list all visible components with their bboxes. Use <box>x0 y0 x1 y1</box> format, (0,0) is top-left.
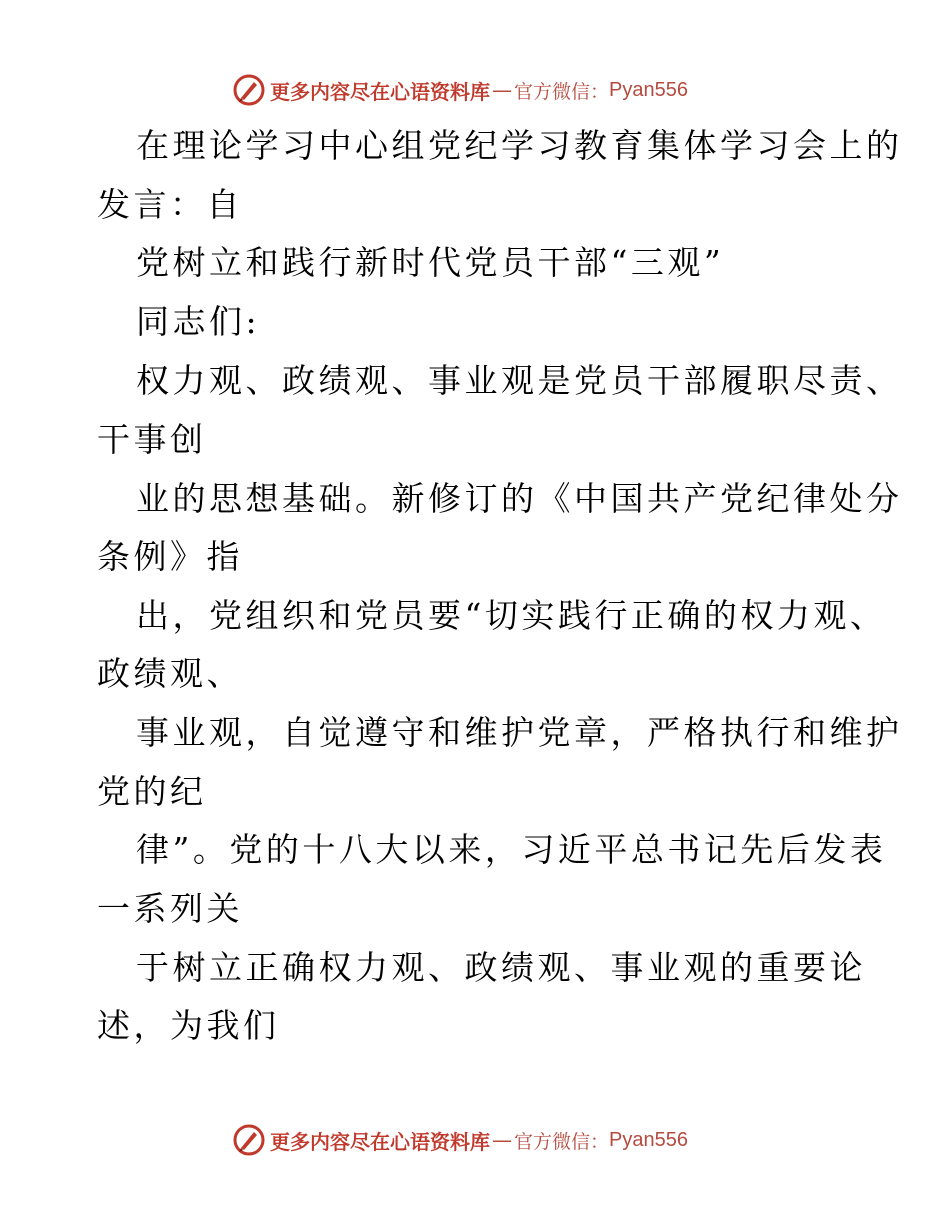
text-line: 党的纪 <box>97 772 207 811</box>
text-line: 一系列关 <box>97 889 243 928</box>
text-line: 发言：自 <box>97 185 243 224</box>
watermark-brand: 更多内容尽在心语资料库 <box>270 1129 490 1154</box>
text-line: 出，党组织和党员要“切实践行正确的权力观、 <box>136 596 887 635</box>
watermark-contact-label: 官方微信： <box>514 1130 610 1153</box>
header-watermark <box>232 72 688 108</box>
quill-circle-logo-icon <box>232 73 266 107</box>
watermark-brand: 更多内容尽在心语资料库 <box>270 79 490 104</box>
text-line: 在理论学习中心组党纪学习教育集体学习会上的 <box>136 126 903 165</box>
watermark-separator: — <box>492 1128 512 1152</box>
text-line: 条例》指 <box>97 537 243 576</box>
text-line: 事业观，自觉遵守和维护党章，严格执行和维护 <box>136 713 903 752</box>
watermark-contact-label: 官方微信： <box>514 80 610 103</box>
text-line: 党树立和践行新时代党员干部“三观” <box>136 243 725 282</box>
text-line: 述，为我们 <box>97 1006 280 1045</box>
watermark-separator: — <box>492 78 512 102</box>
quill-circle-logo-icon <box>232 1123 266 1157</box>
text-line: 业的思想基础。新修订的《中国共产党纪律处分 <box>136 479 903 518</box>
text-line: 于树立正确权力观、政绩观、事业观的重要论 <box>136 948 866 987</box>
text-line: 干事创 <box>97 420 207 459</box>
text-line: 同志们: <box>136 302 261 341</box>
watermark-wechat-id: Pyan556 <box>609 78 688 101</box>
watermark-wechat-id: Pyan556 <box>609 1128 688 1151</box>
text-line: 权力观、政绩观、事业观是党员干部履职尽责、 <box>136 361 903 400</box>
text-line: 政绩观、 <box>97 654 243 693</box>
text-line: 律”。党的十八大以来，习近平总书记先后发表 <box>136 830 887 869</box>
footer-watermark <box>232 1122 688 1158</box>
